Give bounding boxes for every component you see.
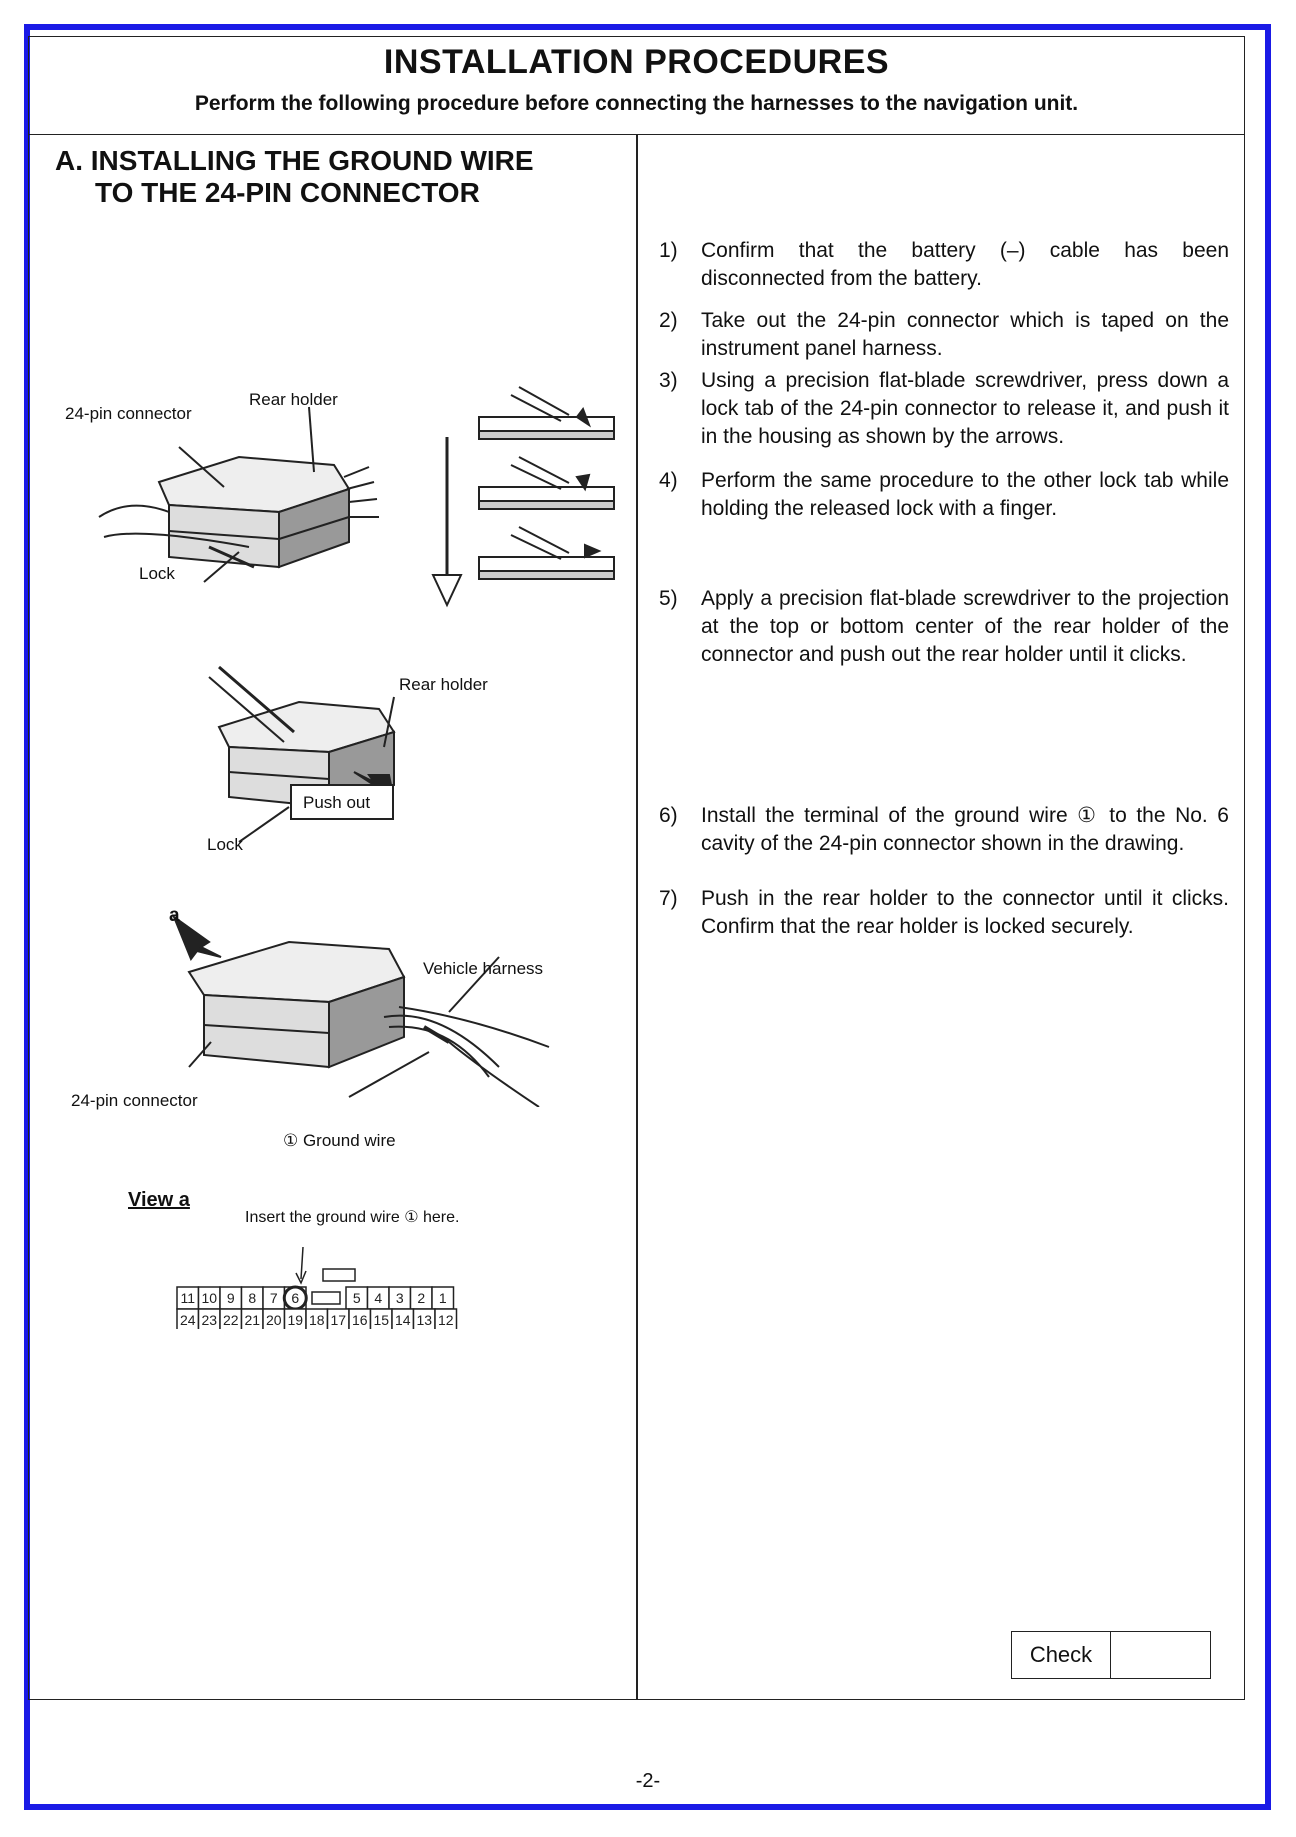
pin-label: 12 (437, 1312, 454, 1328)
connector-key (323, 1269, 355, 1281)
pin-gap-slot (312, 1292, 340, 1304)
view-a-instruction: Insert the ground wire ① here. (245, 1209, 460, 1226)
step-item (659, 307, 1229, 363)
pin-label: 4 (374, 1290, 383, 1306)
pin-label: 5 (352, 1290, 361, 1306)
step-number: 2) (659, 309, 678, 332)
step-item (659, 367, 1229, 451)
pin-label: 7 (269, 1290, 278, 1306)
pin-layout-diagram (169, 1229, 519, 1329)
page-number: -2- (635, 1770, 661, 1792)
step-text: Confirm that the battery (–) cable has been disconnected from the battery. (701, 239, 1229, 290)
step-number: 3) (659, 369, 678, 392)
step-text: Install the terminal of the ground wire ① to the No. 6 cavity of the 24-pin connector shown in the drawing. (701, 804, 1229, 855)
label-24pin-connector-2: 24-pin connector (71, 1091, 198, 1110)
page-title: INSTALLATION PROCEDURES (383, 43, 890, 81)
pin-label: 15 (373, 1312, 390, 1328)
step-item (659, 802, 1229, 858)
step-text: Apply a precision flat-blade screwdriver to the projection at the top or bottom center of the rear holder of the connector and push out the rear holder until it clicks. (701, 587, 1229, 666)
step-text: Using a precision flat-blade screwdriver, press down a lock tab of the 24-pin connector to release it, and push it in the housing as shown by the arrows. (701, 369, 1229, 448)
pin-label: 6 (291, 1290, 300, 1306)
pin-label: 17 (330, 1312, 347, 1328)
pin-label: 2 (417, 1290, 426, 1306)
label-view-arrow-a: a (169, 905, 180, 926)
column-divider (636, 134, 638, 1700)
step-text: Push in the rear holder to the connector until it clicks. Confirm that the rear holder is locked securely. (701, 887, 1229, 938)
label-24pin-connector-1: 24-pin connector (65, 404, 192, 423)
figure-ground-wire (149, 897, 569, 1107)
insert-arrow (301, 1247, 303, 1279)
label-rear-holder-2: Rear holder (399, 675, 488, 694)
label-ground-wire: ① Ground wire (283, 1131, 396, 1150)
label-rear-holder-1: Rear holder (249, 390, 338, 409)
step-text: Perform the same procedure to the other lock tab while holding the released lock with a finger. (701, 469, 1229, 520)
pin-label: 14 (394, 1312, 411, 1328)
pin-label: 11 (180, 1290, 196, 1306)
section-title-line1: A. INSTALLING THE GROUND WIRE (55, 145, 534, 176)
check-label: Check (1012, 1632, 1111, 1678)
pin-label: 23 (201, 1312, 218, 1328)
check-box (1011, 1631, 1211, 1679)
step-number: 5) (659, 587, 678, 610)
step-number: 4) (659, 469, 678, 492)
label-lock-1: Lock (139, 564, 175, 583)
pin-label: 13 (416, 1312, 433, 1328)
step-number: 1) (659, 239, 678, 262)
label-lock-2: Lock (207, 835, 243, 854)
step-text: Take out the 24-pin connector which is taped on the instrument panel harness. (701, 309, 1229, 360)
pin-label: 9 (226, 1290, 235, 1306)
step-number: 6) (659, 804, 678, 827)
step-item (659, 467, 1229, 523)
pin-label: 22 (222, 1312, 239, 1328)
pin-label: 1 (438, 1290, 447, 1306)
pin-label: 24 (179, 1312, 196, 1328)
pin-label: 16 (351, 1312, 368, 1328)
pin-label: 10 (201, 1290, 218, 1306)
pin-label: 20 (265, 1312, 282, 1328)
step-item (659, 237, 1229, 293)
view-a-title: View a (128, 1189, 190, 1211)
step-number: 7) (659, 887, 678, 910)
label-push-out: Push out (303, 793, 371, 812)
pin-label: 21 (244, 1312, 261, 1328)
content-frame (28, 36, 1245, 1700)
pin-label: 8 (248, 1290, 257, 1306)
page-subtitle: Perform the following procedure before connecting the harnesses to the navigation unit. (194, 92, 1079, 115)
pin-label: 19 (287, 1312, 304, 1328)
label-vehicle-harness: Vehicle harness (423, 959, 544, 978)
header (29, 37, 1244, 135)
pin-label: 18 (308, 1312, 325, 1328)
pin-label: 3 (395, 1290, 404, 1306)
section-title-line2: TO THE 24-PIN CONNECTOR (95, 177, 480, 208)
step-item (659, 585, 1229, 669)
check-field[interactable] (1111, 1632, 1210, 1678)
step-item (659, 885, 1229, 941)
section-title (55, 145, 534, 209)
